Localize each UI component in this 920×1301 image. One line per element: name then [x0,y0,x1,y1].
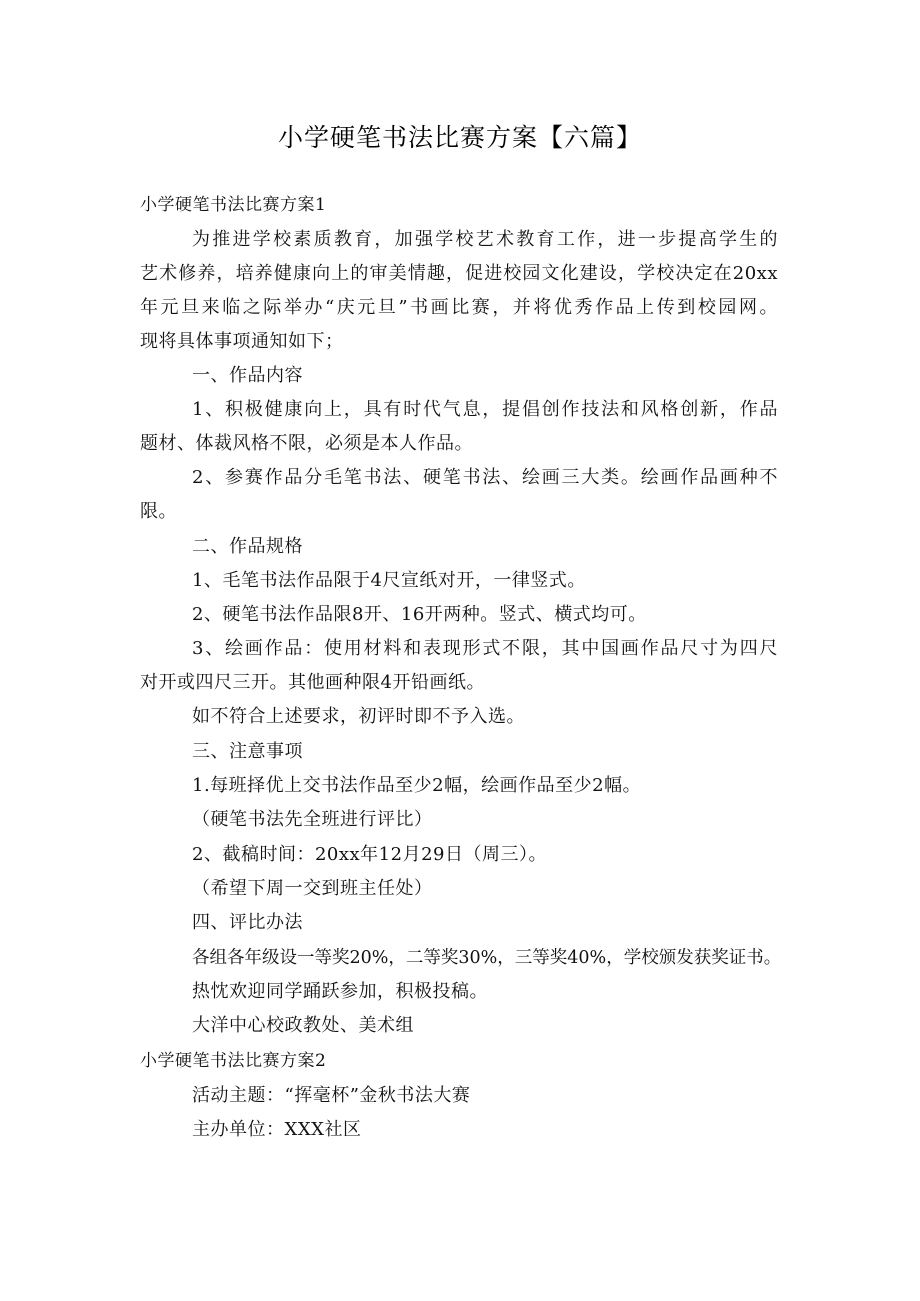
section-heading: 小学硬笔书法比赛方案2 [140,1051,327,1071]
paragraph-line: 活动主题：“挥毫杯”金秋书法大赛 [192,1085,471,1106]
paragraph-line: 2、硬笔书法作品限8开、16开两种。竖式、横式均可。 [192,604,647,625]
paragraph-line: （希望下周一交到班主任处） [192,878,433,899]
paragraph-line: 1、毛笔书法作品限于4尺宣纸对开，一律竖式。 [192,570,586,591]
paragraph-line: 3、绘画作品：使用材料和表现形式不限，其中国画作品尺寸为四尺 [192,638,778,659]
paragraph-line: 如不符合上述要求，初评时即不予入选。 [192,706,525,727]
paragraph-line: 为推进学校素质教育，加强学校艺术教育工作，进一步提高学生的 [192,229,778,250]
paragraph-line: 1.每班择优上交书法作品至少2幅，绘画作品至少2幅。 [192,775,642,796]
signature-line: 大洋中心校政教处、美术组 [192,1015,414,1036]
paragraph-line: 2、截稿时间：20xx年12月29日（周三）。 [192,844,547,865]
paragraph-line: 主办单位：XXX社区 [192,1119,362,1140]
document-title: 小学硬笔书法比赛方案【六篇】 [277,123,642,152]
paragraph-line: 2、参赛作品分毛笔书法、硬笔书法、绘画三大类。绘画作品画种不 [192,467,778,488]
paragraph-line: （硬笔书法先全班进行评比） [192,809,433,830]
paragraph-line: 年元旦来临之际举办“庆元旦”书画比赛，并将优秀作品上传到校园网。 [140,297,778,318]
paragraph-line: 现将具体事项通知如下； [140,331,344,352]
subheading: 二、作品规格 [192,536,303,557]
subheading: 一、作品内容 [192,365,303,386]
paragraph-line: 各组各年级设一等奖20%，二等奖30%，三等奖40%，学校颁发获奖证书。 [192,948,782,968]
paragraph-line: 热忱欢迎同学踊跃参加，积极投稿。 [192,981,488,1002]
paragraph-line: 艺术修养，培养健康向上的审美情趣，促进校园文化建设，学校决定在20xx [140,263,778,284]
section-heading: 小学硬笔书法比赛方案1 [140,195,327,215]
paragraph-line: 限。 [140,501,177,522]
paragraph-line: 对开或四尺三开。其他画种限4开铅画纸。 [140,672,485,693]
paragraph-line: 题材、体裁风格不限，必须是本人作品。 [140,433,473,454]
subheading: 四、评比办法 [192,912,303,933]
paragraph-line: 1、积极健康向上，具有时代气息，提倡创作技法和风格创新，作品 [192,399,778,420]
subheading: 三、注意事项 [192,741,303,762]
